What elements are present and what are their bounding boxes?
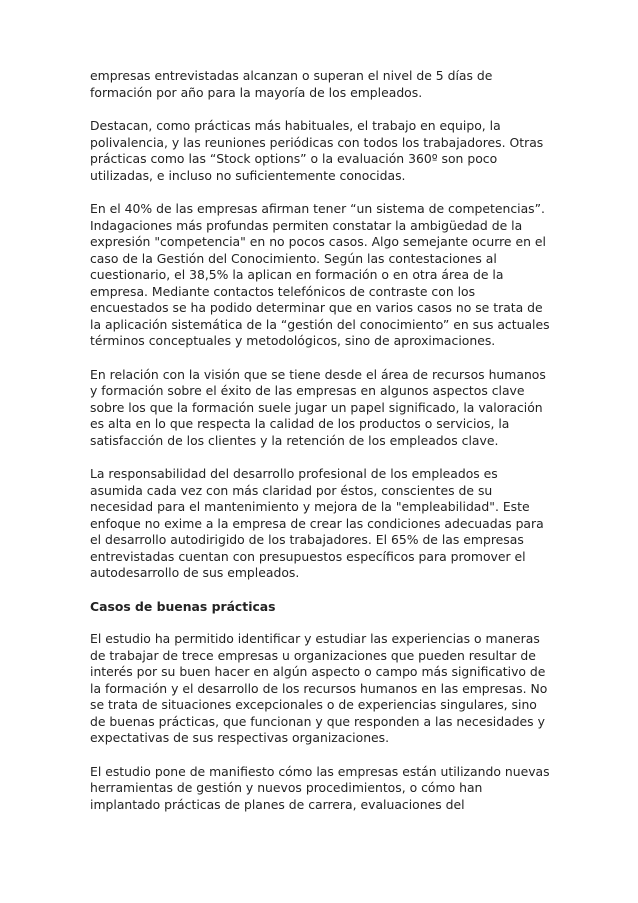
- paragraph-new-tools: El estudio pone de manifiesto cómo las empresas están utilizando nuevas herramientas de gestión y nuevos procedimientos, o cómo han implantado prácticas de planes de carrera, evaluaciones del: [90, 763, 550, 812]
- paragraph-hr-vision: En relación con la visión que se tiene desde el área de recursos humanos y formación sobre el éxito de las empresas en algunos aspectos clave sobre los que la formación suele jugar un papel significado, la valoración es alta en lo que respecta la calidad de los productos o servicios, la satisfacción de los clientes y la retención de los empleados clave.: [90, 366, 546, 448]
- document-page: [90, 68, 550, 830]
- paragraph-professional-development: La responsabilidad del desarrollo profesional de los empleados es asumida cada vez con más claridad por éstos, conscientes de su necesidad para el mantenimiento y mejora de la "empleabilidad". Este enfoque no exime a la empresa de crear las condiciones adecuadas para el desarrollo autodirigido de los trabajadores. El 65% de las empresas entrevistadas cuentan con presupuestos específicos para promover el autodesarrollo de sus empleados.: [90, 466, 544, 580]
- paragraph-study-cases: El estudio ha permitido identificar y estudiar las experiencias o maneras de trabajar de trece empresas u organizaciones que pueden resultar de interés por su buen hacer en algún aspecto o campo más significativo de la formación y el desarrollo de los recursos humanos en las empresas. No se trata de situaciones excepcionales o de experiencias singulares, sino de buenas prácticas, que funcionan y que responden a las necesidades y expectativas de sus respectivas organizaciones.: [90, 631, 548, 745]
- paragraph-training-days: empresas entrevistadas alcanzan o superan el nivel de 5 días de formación por año para la mayoría de los empleados.: [90, 68, 493, 100]
- section-heading: Casos de buenas prácticas: [90, 598, 276, 614]
- paragraph-common-practices: Destacan, como prácticas más habituales, el trabajo en equipo, la polivalencia, y las reuniones periódicas con todos los trabajadores. Otras prácticas como las “Stock options” o la evaluación 360º son poco utilizadas, e incluso no suficientemente conocidas.: [90, 118, 544, 183]
- paragraph-competencies: En el 40% de las empresas afirman tener “un sistema de competencias”. Indagaciones más profundas permiten constatar la ambigüedad de la expresión "competencia" en no pocos casos. Algo semejante ocurre en el caso de la Gestión del Conocimiento. Según las contestaciones al cuestionario, el 38,5% la aplican en formación o en otra área de la empresa. Mediante contactos telefónicos de contraste con los encuestados se ha podido determinar que en varios casos no se trata de la aplicación sistemática de la “gestión del conocimiento” en sus actuales términos conceptuales y metodológicos, sino de aproximaciones.: [90, 201, 550, 348]
